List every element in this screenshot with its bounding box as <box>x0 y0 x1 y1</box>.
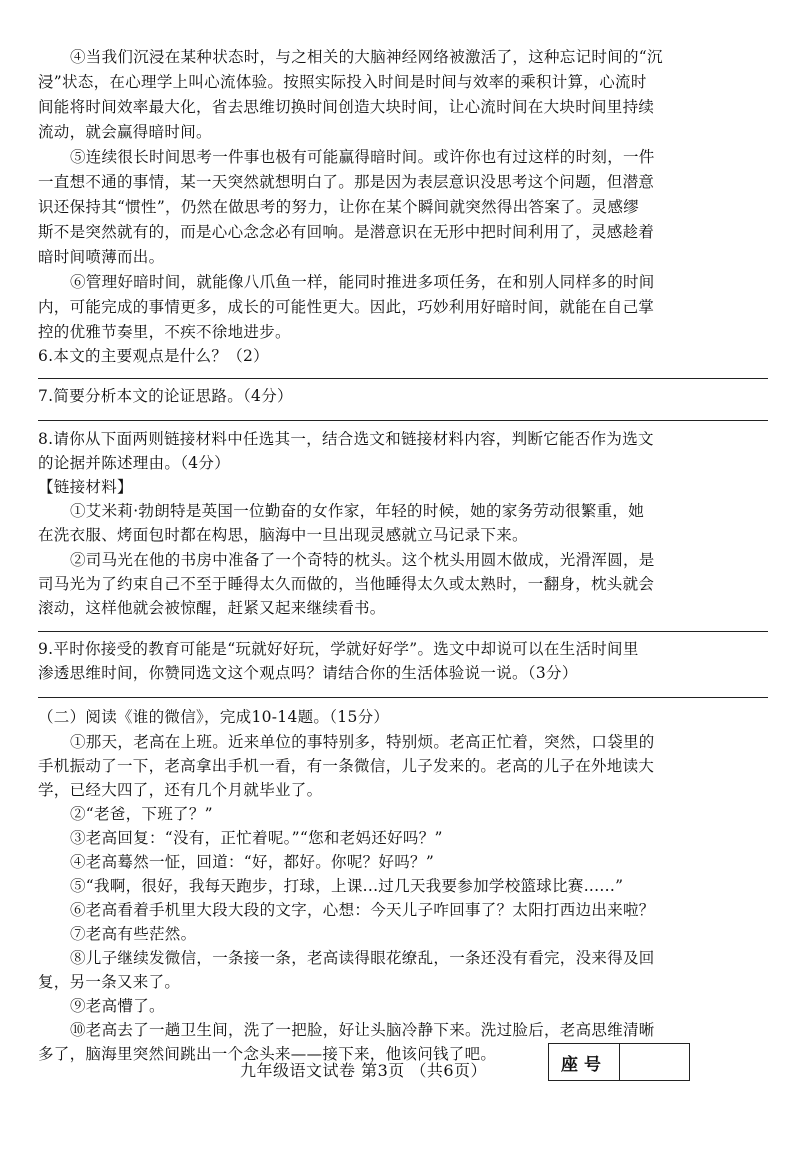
text-line: 识还保持其“惯性”，仍然在做思考的努力，让你在某个瞬间就突然得出答案了。灵感缪 <box>38 198 640 216</box>
text-line: 多了，脑海里突然间跳出一个念头来——接下来，他该问钱了吧。 <box>38 1045 497 1063</box>
text-line: ⑩老高去了一趟卫生间，洗了一把脸，好让头脑冷静下来。洗过脸后，老高思维清晰 <box>70 1021 655 1039</box>
text-line: ②“老爸，下班了？” <box>70 805 213 823</box>
text-line: 浸”状态，在心理学上叫心流体验。按照实际投入时间是时间与效率的乘积计算，心流时 <box>38 73 647 91</box>
question-8: 的论据并陈述理由。（4分） <box>38 454 231 472</box>
section-heading: （二）阅读《谁的微信》，完成10-14题。（15分） <box>38 708 390 726</box>
text-line: 间能将时间效率最大化，省去思维切换时间创造大块时间，让心流时间在大块时间里持续 <box>38 98 655 116</box>
answer-line <box>38 631 768 632</box>
text-line: 滚动，这样他就会被惊醒，赶紧又起来继续看书。 <box>38 599 386 617</box>
text-line: ⑤连续很长时间思考一件事也极有可能赢得暗时间。或许你也有过这样的时刻，一件 <box>70 148 655 166</box>
question-9: 渗透思维时间，你赞同选文这个观点吗？请结合你的生活体验说一说。（3分） <box>38 664 578 682</box>
text-line: 复，另一条又来了。 <box>38 973 181 991</box>
text-line: ②司马光在他的书房中准备了一个奇特的枕头。这个枕头用圆木做成，光滑浑圆，是 <box>70 551 655 569</box>
seat-number-label: 座号 <box>549 1044 620 1080</box>
text-line: 斯不是突然就有的，而是心心念念必有回响。是潜意识在无形中把时间利用了，灵感趁着 <box>38 223 655 241</box>
link-material-heading: 【链接材料】 <box>38 478 133 496</box>
question-9: 9.平时你接受的教育可能是“玩就好好玩，学就好好学”。选文中却说可以在生活时间里 <box>38 640 639 658</box>
text-line: 司马光为了约束自己不至于睡得太久而做的，当他睡得太久或太熟时，一翻身，枕头就会 <box>38 575 655 593</box>
text-line: 内，可能完成的事情更多，成长的可能性更大。因此，巧妙利用好暗时间，就能在自己掌 <box>38 298 655 316</box>
text-line: ④老高蓦然一怔，回道：“好，都好。你呢？好吗？” <box>70 853 435 871</box>
page-footer: 九年级语文试卷 第3页 （共6页） <box>240 1061 488 1080</box>
seat-number-box <box>548 1043 690 1081</box>
text-line: ⑤“我啊，很好，我每天跑步，打球，上课...过几天我要参加学校篮球比赛......” <box>70 877 624 895</box>
seat-number-field[interactable] <box>620 1044 689 1080</box>
text-line: 在洗衣服、烤面包时都在构思，脑海中一旦出现灵感就立马记录下来。 <box>38 526 528 544</box>
question-8: 8.请你从下面两则链接材料中任选其一，结合选文和链接材料内容，判断它能否作为选文 <box>38 430 654 448</box>
text-line: ⑨老高懵了。 <box>70 997 165 1015</box>
question-6: 6.本文的主要观点是什么？（2） <box>38 347 269 365</box>
answer-line <box>38 420 768 421</box>
text-line: ④当我们沉浸在某种状态时，与之相关的大脑神经网络被激活了，这种忘记时间的“沉 <box>70 48 663 66</box>
answer-line <box>38 697 768 698</box>
text-line: ⑥管理好暗时间，就能像八爪鱼一样，能同时推进多项任务，在和别人同样多的时间 <box>70 273 655 291</box>
text-line: 流动，就会赢得暗时间。 <box>38 123 212 141</box>
question-7: 7.简要分析本文的论证思路。（4分） <box>38 387 293 405</box>
text-line: ⑦老高有些茫然。 <box>70 925 197 943</box>
text-line: ⑥老高看着手机里大段大段的文字，心想：今天儿子咋回事了？太阳打西边出来啦？ <box>70 901 655 919</box>
text-line: ⑧儿子继续发微信，一条接一条，老高读得眼花缭乱，一条还没有看完，没来得及回 <box>70 949 655 967</box>
text-line: ③老高回复：“没有，正忙着呢。”“您和老妈还好吗？” <box>70 829 443 847</box>
text-line: 学，已经大四了，还有几个月就毕业了。 <box>38 781 323 799</box>
text-line: 手机振动了一下，老高拿出手机一看，有一条微信，儿子发来的。老高的儿子在外地读大 <box>38 757 655 775</box>
text-line: ①艾米莉·勃朗特是英国一位勤奋的女作家，年轻的时候，她的家务劳动很繁重，她 <box>70 502 645 520</box>
text-line: 控的优雅节奏里，不疾不徐地进步。 <box>38 323 291 341</box>
text-line: 暗时间喷薄而出。 <box>38 248 165 266</box>
text-line: 一直想不通的事情，某一天突然就想明白了。那是因为表层意识没思考这个问题，但潜意 <box>38 173 655 191</box>
answer-line <box>38 378 768 379</box>
text-line: ①那天，老高在上班。近来单位的事特别多，特别烦。老高正忙着，突然，口袋里的 <box>70 733 655 751</box>
